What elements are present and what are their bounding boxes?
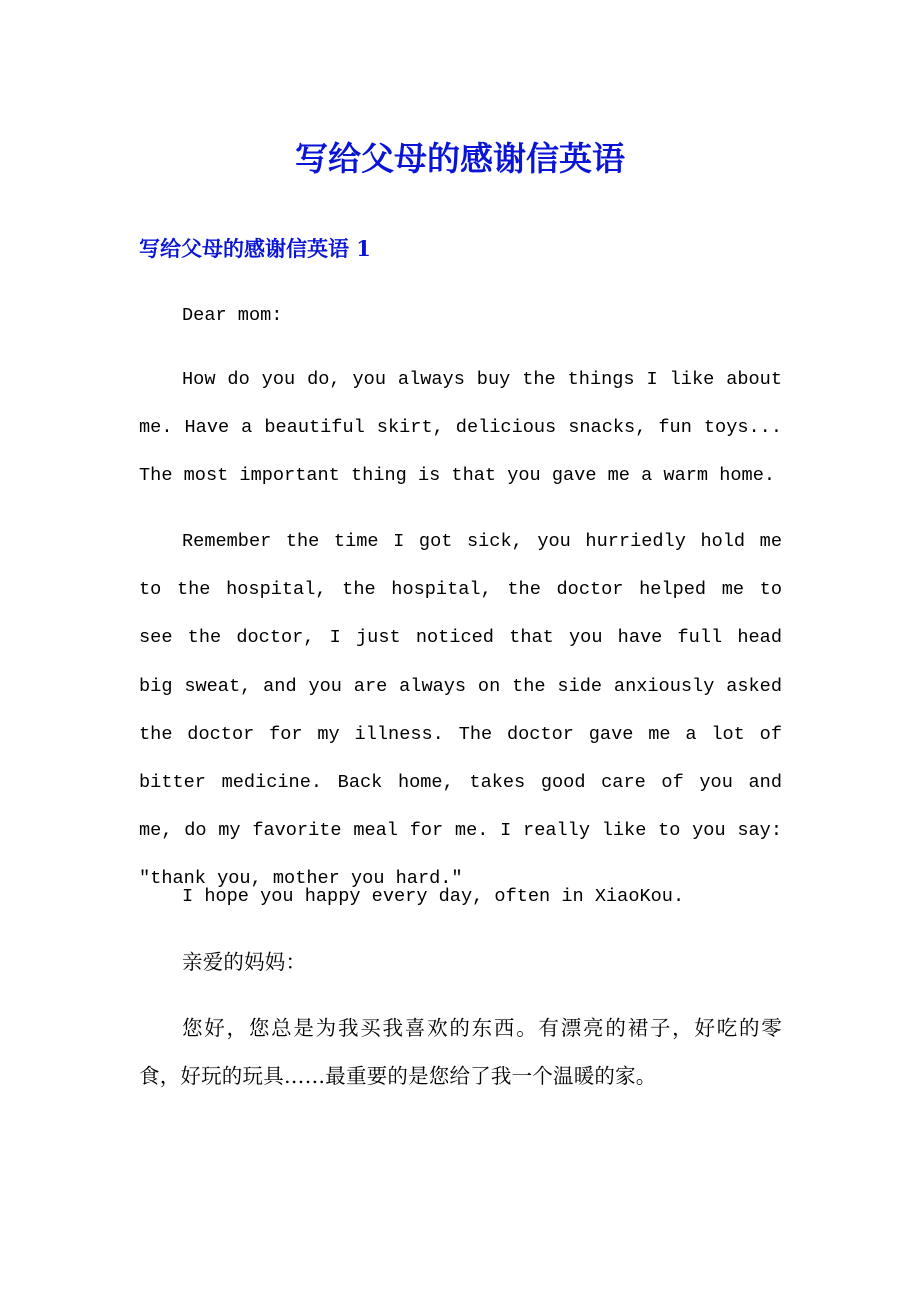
paragraph-chinese: 您好，您总是为我买我喜欢的东西。有漂亮的裙子，好吃的零食，好玩的玩具……最重要的是您给了我一个温暖的家。 <box>139 1016 782 1089</box>
paragraph: I hope you happy every day, often in XiaoKou. <box>182 886 685 907</box>
paragraph: How do you do, you always buy the things I like about me. Have a beautiful skirt, delicious snacks, fun toys... The most important thing is that you gave me a warm home. <box>139 369 782 487</box>
document-title: 写给父母的感谢信英语 <box>295 139 625 178</box>
section-heading: 写给父母的感谢信英语 1 <box>139 236 371 261</box>
paragraph-salutation: Dear mom: <box>182 305 283 326</box>
paragraph: Remember the time I got sick, you hurriedly hold me to the hospital, the hospital, the doctor helped me to see the doctor, I just noticed that you have full head big sweat, and you are always on the side anxiously asked the doctor for my illness. The doctor gave me a lot of bitter medicine. Back home, takes good care of you and me, do my favorite meal for me. I really like to you say: "thank you, mother you hard." <box>139 531 782 890</box>
paragraph-salutation-chinese: 亲爱的妈妈： <box>182 950 307 974</box>
